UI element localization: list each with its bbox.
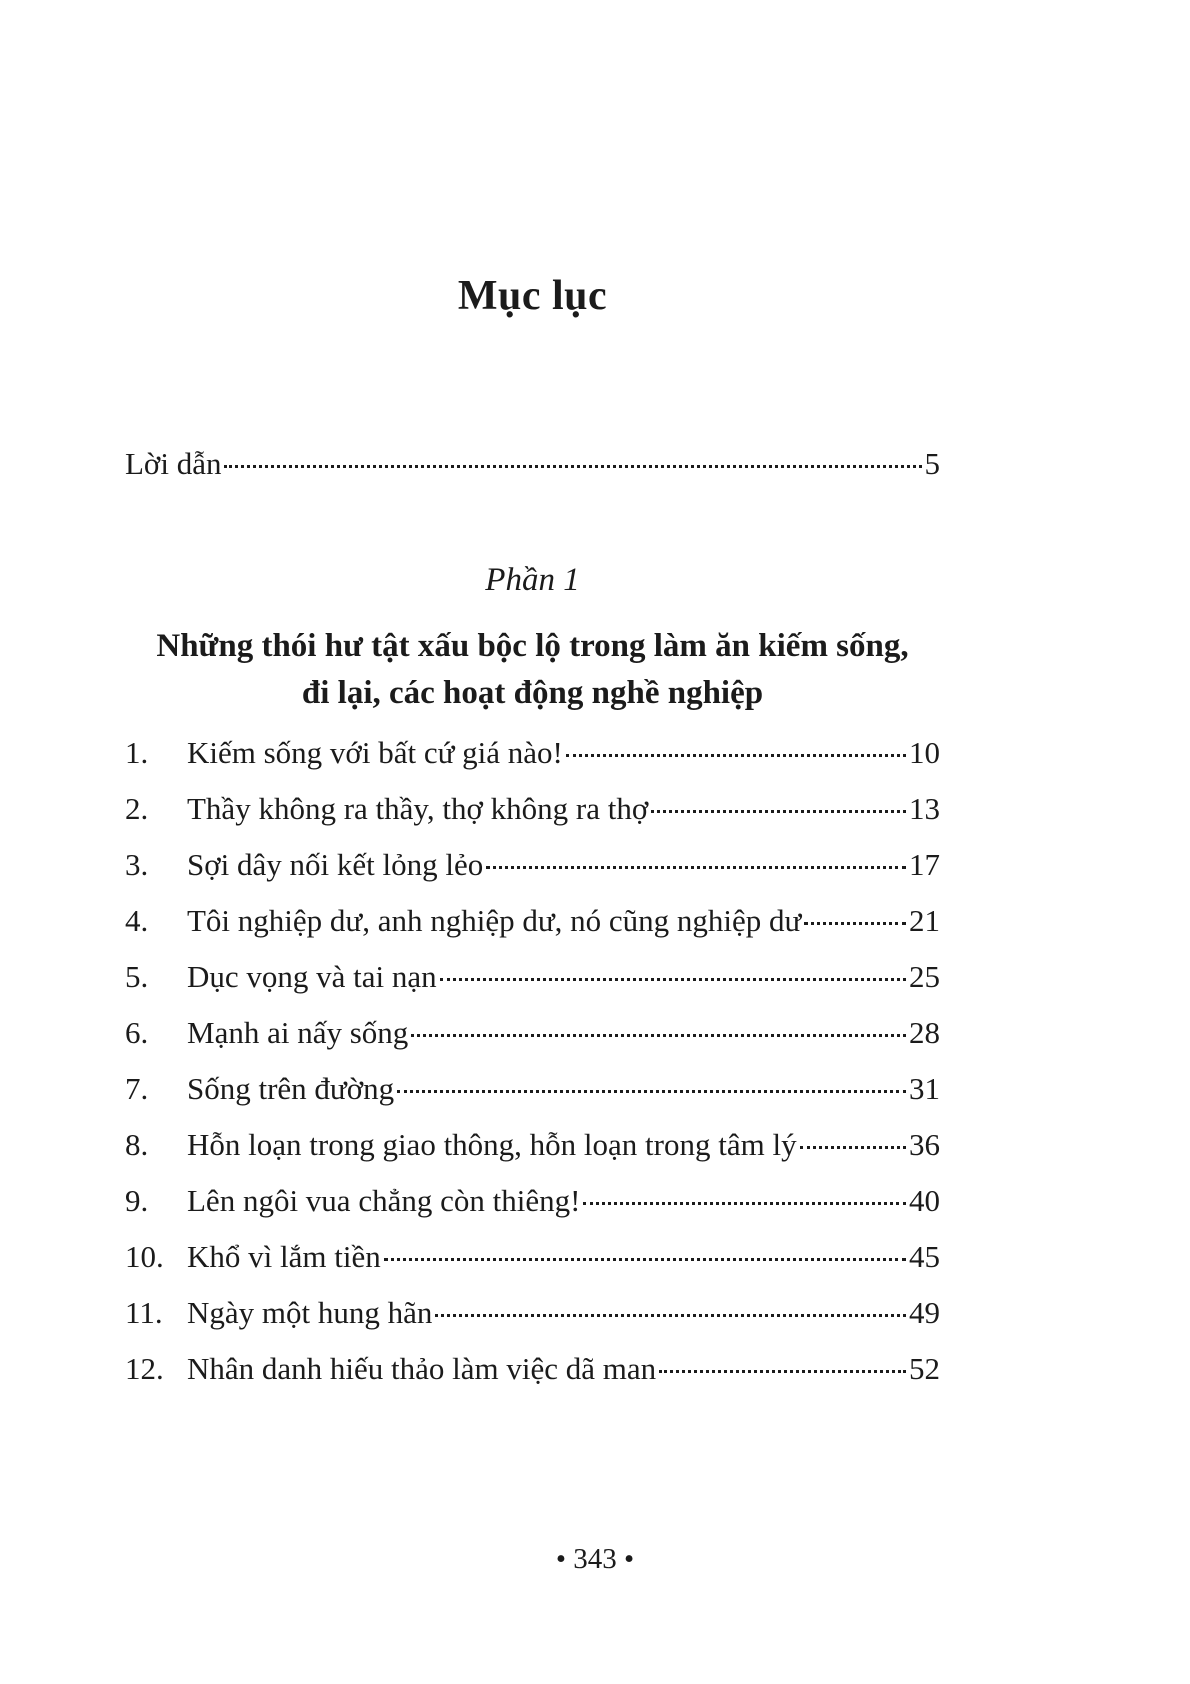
page-title: Mục lục	[457, 273, 608, 319]
toc-entry	[125, 1127, 940, 1163]
toc-entry-number: 6.	[125, 1015, 149, 1050]
toc-entry-page: 45	[909, 1239, 940, 1274]
part-heading: Phần 1	[485, 562, 580, 598]
part-title-line1: Những thói hư tật xấu bộc lộ trong làm ăn kiếm sống,	[156, 628, 909, 664]
toc-entry	[125, 1295, 940, 1331]
toc-entry	[125, 903, 940, 939]
toc-entry-page: 21	[909, 903, 940, 938]
dot-leader	[384, 1258, 906, 1261]
dot-leader	[651, 810, 906, 813]
toc-entry-number: 9.	[125, 1183, 149, 1218]
toc-entry	[125, 1351, 940, 1387]
dot-leader	[566, 754, 906, 757]
toc-entry-number: 3.	[125, 847, 149, 882]
toc-entry	[125, 959, 940, 995]
footer-page-number: • 343 •	[555, 1543, 635, 1575]
toc-entry-page: 36	[909, 1127, 940, 1162]
toc-content	[125, 0, 940, 1387]
toc-entry-page: 49	[909, 1295, 940, 1330]
toc-entry-title: Sống trên đường	[187, 1071, 395, 1106]
toc-entry-title: Sợi dây nối kết lỏng lẻo	[187, 847, 484, 882]
toc-entry	[125, 1015, 940, 1051]
dot-leader	[804, 922, 906, 925]
dot-leader	[659, 1370, 906, 1373]
toc-entry-title: Dục vọng và tai nạn	[187, 959, 437, 994]
toc-entry	[125, 791, 940, 827]
toc-intro-row	[125, 446, 940, 482]
toc-entry-number: 2.	[125, 791, 149, 826]
toc-intro-page: 5	[924, 446, 940, 481]
toc-entry-title: Tôi nghiệp dư, anh nghiệp dư, nó cũng nghiệp dư	[187, 903, 802, 938]
dot-leader	[224, 465, 921, 468]
toc-entry-title: Kiếm sống với bất cứ giá nào!	[187, 735, 563, 770]
dot-leader	[440, 978, 906, 981]
toc-entry-number: 11.	[125, 1295, 163, 1330]
dot-leader	[435, 1314, 906, 1317]
dot-leader	[486, 866, 906, 869]
toc-entry-title: Nhân danh hiếu thảo làm việc dã man	[187, 1351, 657, 1386]
dot-leader	[800, 1146, 906, 1149]
toc-entry-page: 28	[909, 1015, 940, 1050]
toc-entry-page: 13	[909, 791, 940, 826]
toc-entry-number: 12.	[125, 1351, 164, 1386]
toc-entry-title: Lên ngôi vua chẳng còn thiêng!	[187, 1183, 581, 1218]
dot-leader	[583, 1202, 906, 1205]
dot-leader	[397, 1090, 906, 1093]
toc-entry-page: 17	[909, 847, 940, 882]
toc-entry-number: 5.	[125, 959, 149, 994]
toc-entry-title: Khổ vì lắm tiền	[187, 1239, 381, 1274]
dot-leader	[411, 1034, 906, 1037]
toc-entry-page: 52	[909, 1351, 940, 1386]
part-title-line2: đi lại, các hoạt động nghề nghiệp	[301, 675, 764, 711]
toc-intro-label: Lời dẫn	[125, 446, 222, 481]
toc-entry-page: 40	[909, 1183, 940, 1218]
toc-entry-title: Mạnh ai nấy sống	[187, 1015, 409, 1050]
toc-entry-page: 10	[909, 735, 940, 770]
toc-entry	[125, 1183, 940, 1219]
toc-entry	[125, 735, 940, 771]
toc-entry-title: Ngày một hung hãn	[187, 1295, 433, 1330]
toc-entry	[125, 847, 940, 883]
toc-entry-title: Thầy không ra thầy, thợ không ra thợ	[187, 791, 649, 826]
toc-entry-number: 7.	[125, 1071, 149, 1106]
toc-entry-title: Hỗn loạn trong giao thông, hỗn loạn trong tâm lý	[187, 1127, 797, 1162]
toc-entry-number: 1.	[125, 735, 149, 770]
toc-entry	[125, 1239, 940, 1275]
toc-entries	[125, 735, 940, 1387]
toc-entry	[125, 1071, 940, 1107]
toc-entry-number: 10.	[125, 1239, 164, 1274]
toc-entry-number: 8.	[125, 1127, 149, 1162]
toc-entry-page: 25	[909, 959, 940, 994]
toc-entry-page: 31	[909, 1071, 940, 1106]
part-title	[125, 623, 940, 717]
toc-entry-number: 4.	[125, 903, 149, 938]
